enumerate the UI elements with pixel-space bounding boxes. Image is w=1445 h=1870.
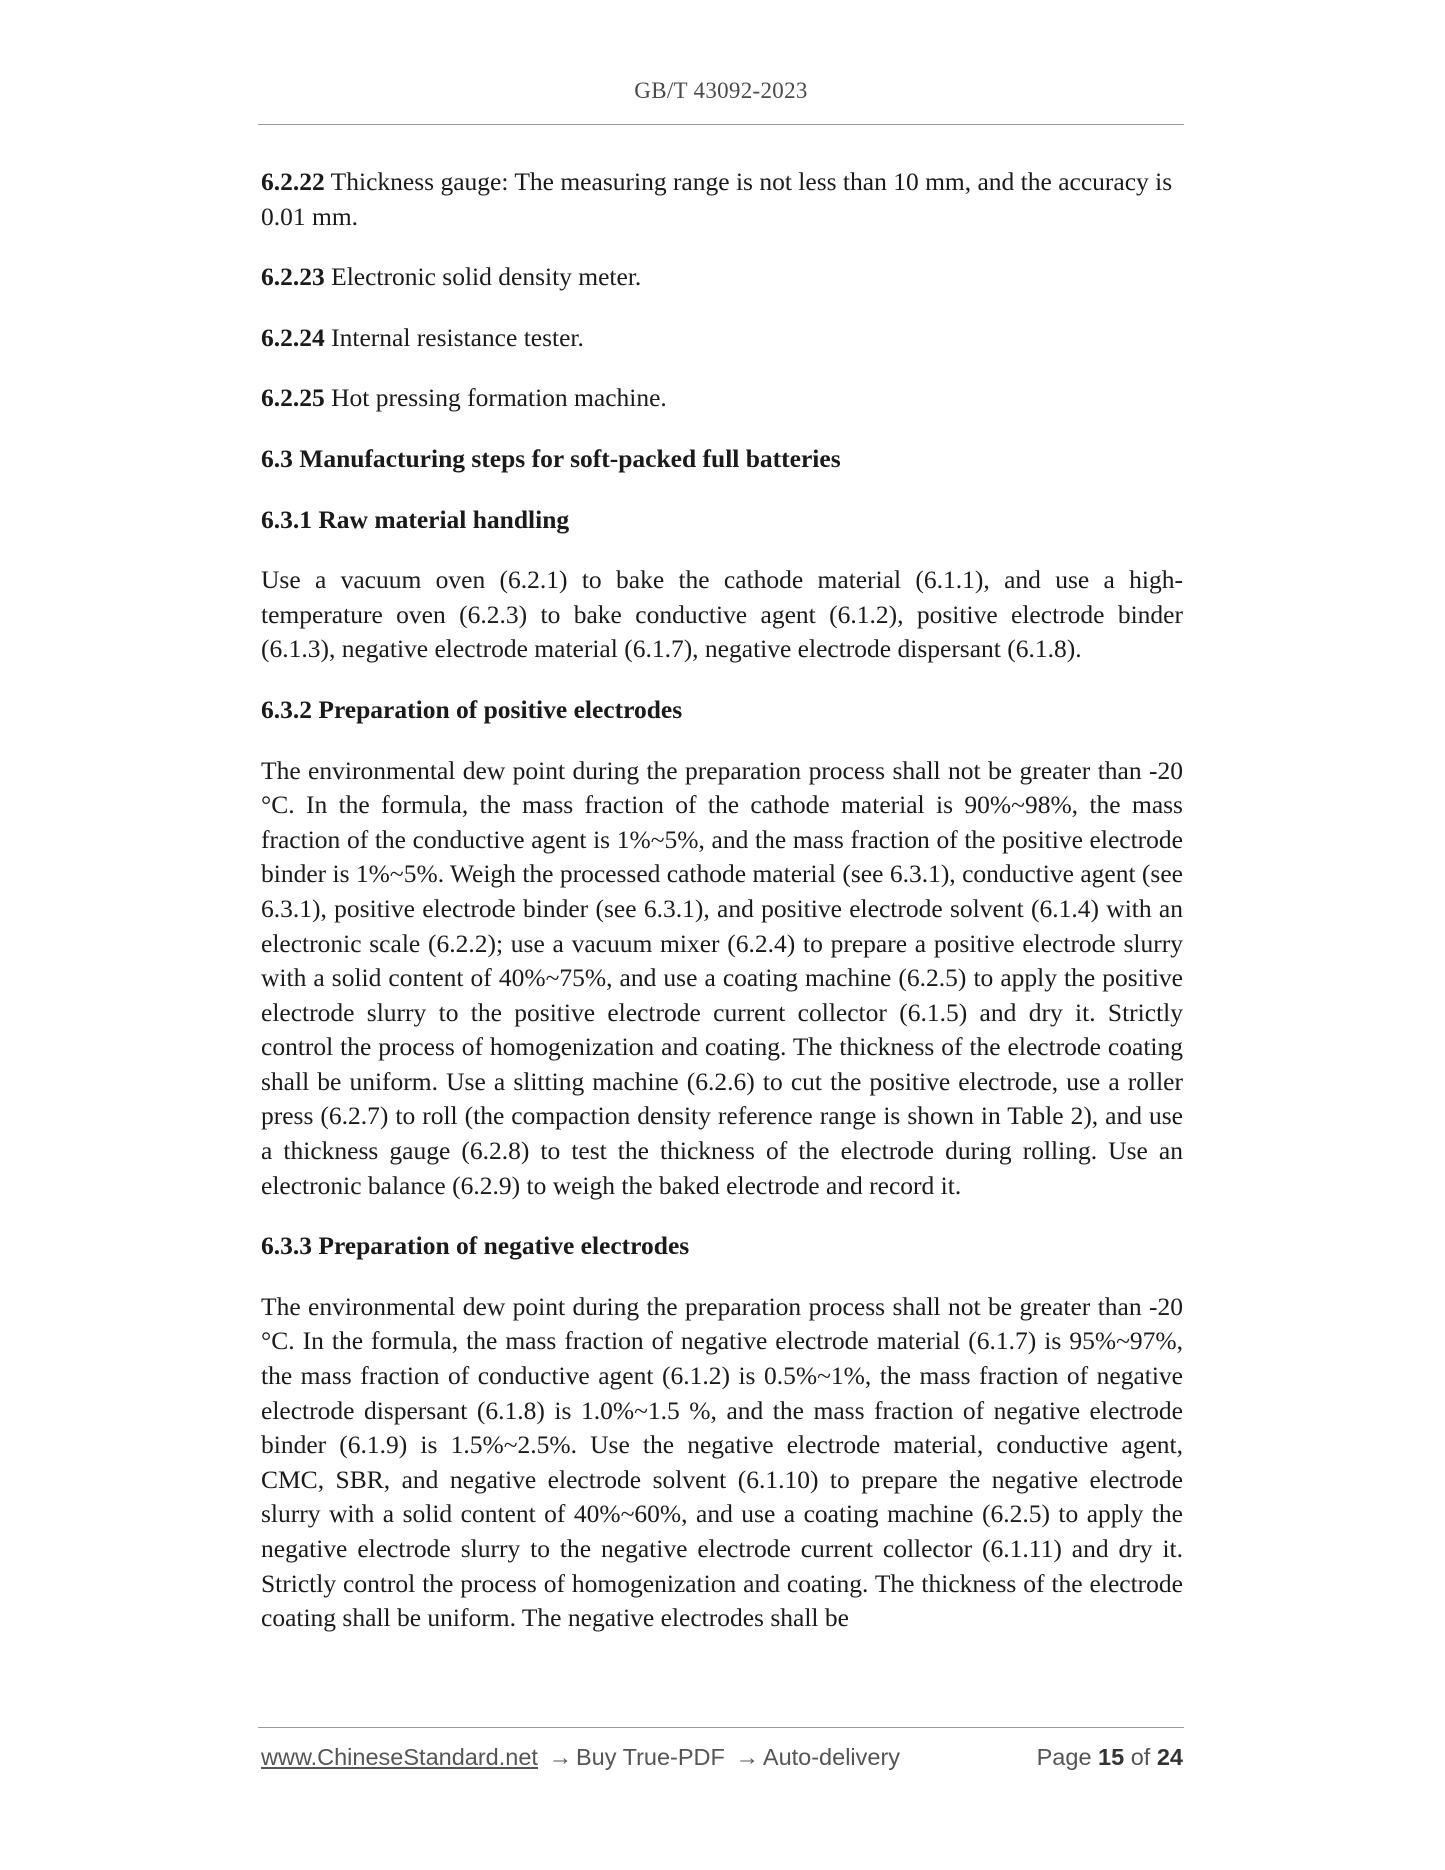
page-label: Page [1036,1744,1092,1770]
section-heading-6-3: 6.3 Manufacturing steps for soft-packed full batteries [261,443,841,473]
paragraph-6-3-2: The environmental dew point during the preparation process shall not be greater than -20 °C. In the formula, the mass fraction of the cathode material is 90%~98%, the mass fraction of the conductive agent is 1%~5%, and the mass fraction of the positive electrode binder is 1%~5%. Weigh the processed cathode material (see 6.3.1), conductive agent (see 6.3.1), positive electrode binder (see 6.3.1), and positive electrode solvent (6.1.4) with an electronic scale (6.2.2); use a vacuum mixer (6.2.4) to prepare a positive electrode slurry with a solid content of 40%~75%, and use a coating machine (6.2.5) to apply the positive electrode slurry to the positive electrode current collector (6.1.5) and dry it. Strictly control the process of homogenization and coating. The thickness of the electrode coating shall be uniform. Use a slitting machine (6.2.6) to cut the positive electrode, use a roller press (6.2.7) to roll (the compaction density reference range is shown in Table 2), and use a thickness gauge (6.2.8) to test the thickness of the electrode during rolling. Use an electronic balance (6.2.9) to weigh the baked electrode and record it. [261,755,1183,1200]
clause-text: Electronic solid density meter. [331,262,642,292]
clause-number: 6.2.24 [261,322,325,352]
clause-text: Hot pressing formation machine. [331,383,667,413]
clause-text: Internal resistance tester. [331,322,584,352]
clause-number: 6.2.23 [261,262,325,292]
section-heading-6-3-2: 6.3.2 Preparation of positive electrodes [261,694,683,724]
footer-promo [261,1744,900,1771]
clause-number: 6.2.25 [261,383,325,413]
current-page: 15 [1098,1744,1125,1770]
site-link[interactable]: www.ChineseStandard.net [261,1744,538,1770]
section-heading-6-3-3: 6.3.3 Preparation of negative electrodes [261,1231,690,1261]
arrow-right-icon: → [735,1744,759,1770]
footer-divider [258,1727,1184,1728]
clause-number: 6.2.22 [261,167,325,196]
page-content [261,165,1183,1636]
page-number [1037,1744,1183,1771]
section-heading-6-3-1: 6.3.1 Raw material handling [261,504,570,534]
auto-delivery-text: Auto-delivery [762,1744,901,1770]
header-divider [258,124,1184,125]
clause-text: Thickness gauge: The measuring range is not less than 10 mm, and the accuracy is 0.01 mm. [261,167,1173,231]
clause-6-2-25 [261,381,1183,416]
clause-6-2-24 [261,321,1183,356]
arrow-right-icon: → [548,1744,572,1770]
of-label: of [1130,1744,1151,1770]
buy-true-pdf-link[interactable]: Buy True-PDF [575,1744,725,1770]
clause-6-2-22 [261,165,1183,234]
paragraph-6-3-1: Use a vacuum oven (6.2.1) to bake the cathode material (6.1.1), and use a high-temperature oven (6.2.3) to bake conductive agent (6.1.2), positive electrode binder (6.1.3), negative electrode material (6.1.7), negative electrode dispersant (6.1.8). [261,565,1183,664]
total-pages: 24 [1156,1744,1183,1770]
document-header: GB/T 43092-2023 [634,78,808,103]
clause-6-2-23 [261,260,1183,295]
paragraph-6-3-3: The environmental dew point during the preparation process shall not be greater than -20 °C. In the formula, the mass fraction of negative electrode material (6.1.7) is 95%~97%, the mass fraction of conductive agent (6.1.2) is 0.5%~1%, the mass fraction of negative electrode dispersant (6.1.8) is 1.0%~1.5 %, and the mass fraction of negative electrode binder (6.1.9) is 1.5%~2.5%. Use the negative electrode material, conductive agent, CMC, SBR, and negative electrode solvent (6.1.10) to prepare the negative electrode slurry with a solid content of 40%~60%, and use a coating machine (6.2.5) to apply the negative electrode slurry to the negative electrode current collector (6.1.11) and dry it. Strictly control the process of homogenization and coating. The thickness of the electrode coating shall be uniform. The negative electrodes shall be [261,1291,1183,1633]
